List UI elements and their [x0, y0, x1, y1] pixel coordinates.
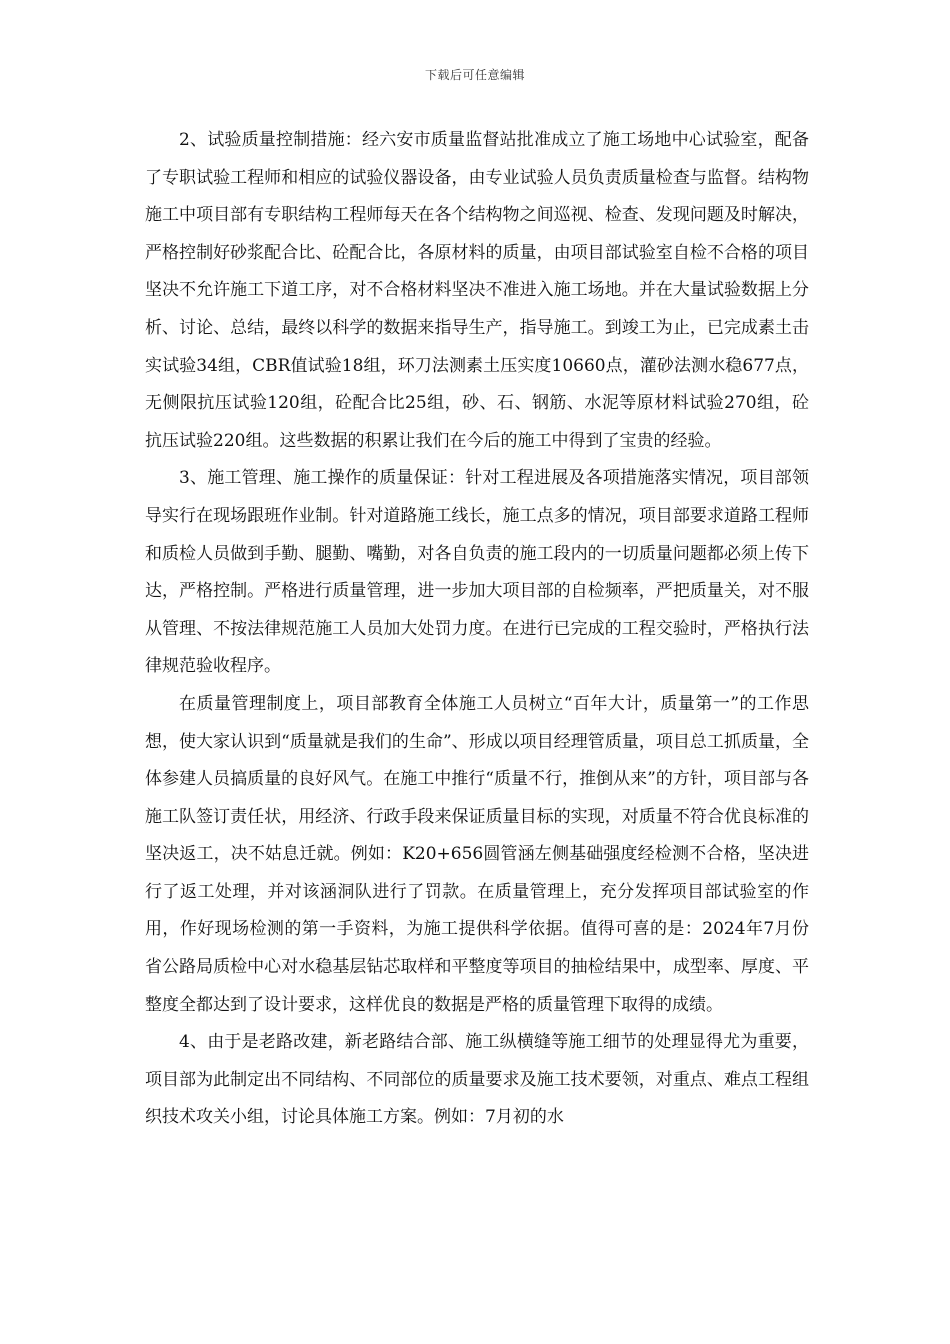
paragraph-quality-system: 在质量管理制度上，项目部教育全体施工人员树立“百年大计，质量第一”的工作思想，使大家认识到“质量就是我们的生命”、形成以项目经理管质量，项目总工抓质量，全体参建人员搞质量的良好风气。在施工中推行“质量不行，推倒从来”的方针，项目部与各施工队签订责任状，用经济、行政手段来保证质量目标的实现，对质量不符合优良标准的坚决返工，决不姑息迁就。例如：K20+656圆管涵左侧基础强度经检测不合格，坚决进行了返工处理，并对该涵洞队进行了罚款。在质量管理上，充分发挥项目部试验室的作用，作好现场检测的第一手资料，为施工提供科学依据。值得可喜的是：2024年7月份省公路局质检中心对水稳基层钻芯取样和平整度等项目的抽检结果中，成型率、厚度、平整度全都达到了设计要求，这样优良的数据是严格的质量管理下取得的成绩。: [145, 693, 809, 1015]
paragraph-road-reconstruction: 4、由于是老路改建，新老路结合部、施工纵横缝等施工细节的处理显得尤为重要，项目部为此制定出不同结构、不同部位的质量要求及施工技术要领，对重点、难点工程组织技术攻关小组，讨论具体施工方案。例如：7月初的水: [145, 1032, 809, 1128]
paragraph-construction-management: 3、施工管理、施工操作的质量保证：针对工程进展及各项措施落实情况，项目部领导实行在现场跟班作业制。针对道路施工线长，施工点多的情况，项目部要求道路工程师和质检人员做到手勤、腿勤、嘴勤，对各自负责的施工段内的一切质量问题都必须上传下达，严格控制。严格进行质量管理，进一步加大项目部的自检频率，严把质量关，对不服从管理、不按法律规范施工人员加大处罚力度。在进行已完成的工程交验时，严格执行法律规范验收程序。: [145, 468, 809, 677]
paragraph-test-quality-control: 2、试验质量控制措施：经六安市质量监督站批准成立了施工场地中心试验室，配备了专职试验工程师和相应的试验仪器设备，由专业试验人员负责质量检查与监督。结构物施工中项目部有专职结构工程师每天在各个结构物之间巡视、检查、发现问题及时解决，严格控制好砂浆配合比、砼配合比，各原材料的质量，由项目部试验室自检不合格的项目坚决不允许施工下道工序，对不合格材料坚决不准进入施工场地。并在大量试验数据上分析、讨论、总结，最终以科学的数据来指导生产，指导施工。到竣工为止，已完成素土击实试验34组，CBR值试验18组，环刀法测素土压实度10660点，灌砂法测水稳677点，无侧限抗压试验120组，砼配合比25组，砂、石、钢筋、水泥等原材料试验270组，砼抗压试验220组。这些数据的积累让我们在今后的施工中得到了宝贵的经验。: [145, 130, 809, 451]
document-body: [145, 122, 809, 1137]
page-header: 下载后可任意编辑: [424, 68, 525, 82]
